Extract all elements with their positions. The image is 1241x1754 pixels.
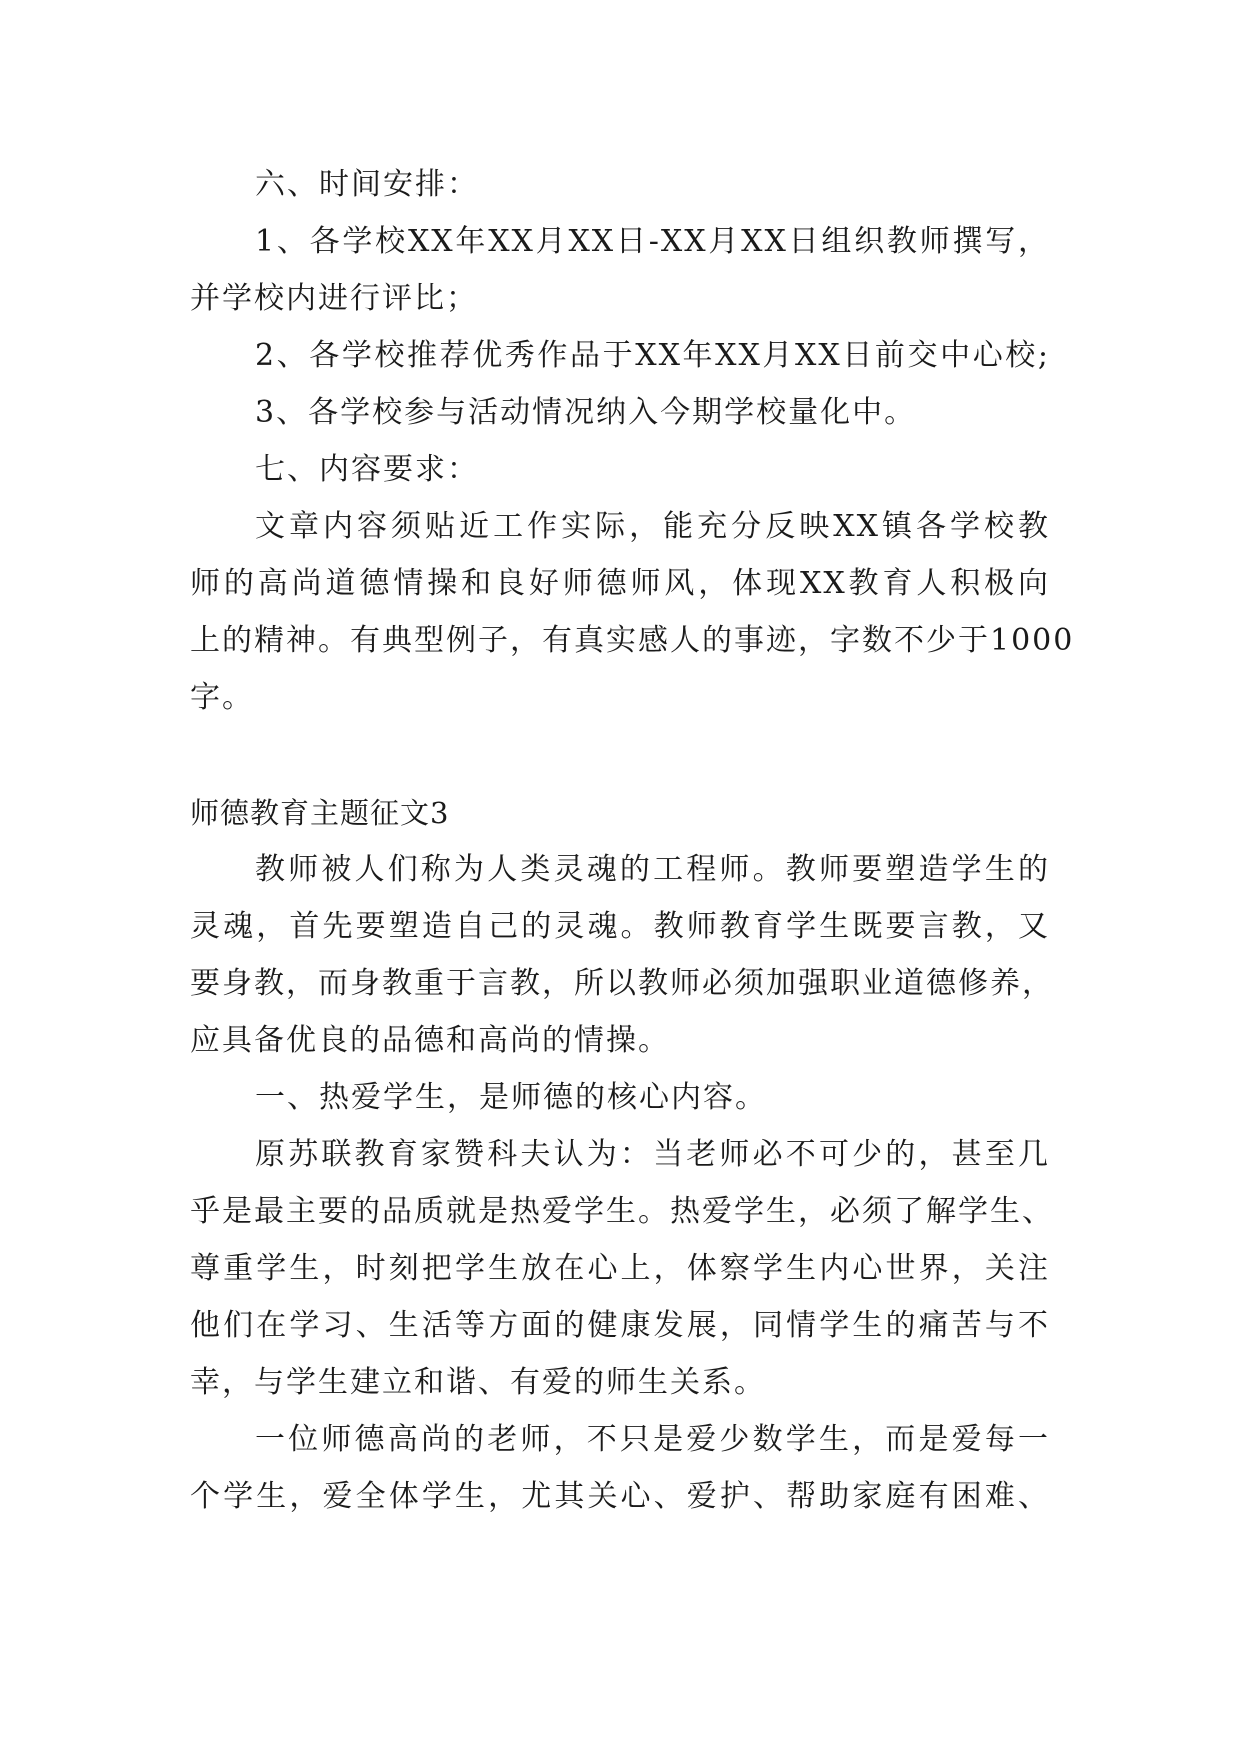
paragraph-line: 幸，与学生建立和谐、有爱的师生关系。 — [190, 1365, 766, 1400]
paragraph-line: 2、各学校推荐优秀作品于XX年XX月XX日前交中心校; — [255, 338, 1050, 373]
essay-title: 师德教育主题征文3 — [190, 796, 450, 830]
paragraph-line: 一位师德高尚的老师，不只是爱少数学生，而是爱每一 — [255, 1422, 1050, 1457]
paragraph-line: 他们在学习、生活等方面的健康发展，同情学生的痛苦与不 — [190, 1308, 1050, 1343]
paragraph-line: 灵魂，首先要塑造自己的灵魂。教师教育学生既要言教，又 — [190, 909, 1050, 944]
paragraph-line: 3、各学校参与活动情况纳入今期学校量化中。 — [255, 395, 917, 430]
paragraph-line: 字。 — [190, 680, 254, 715]
paragraph-line: 教师被人们称为人类灵魂的工程师。教师要塑造学生的 — [255, 852, 1050, 887]
paragraph-line: 1、各学校XX年XX月XX日-XX月XX日组织教师撰写， — [255, 224, 1050, 259]
paragraph-line: 要身教，而身教重于言教，所以教师必须加强职业道德修养， — [190, 966, 1054, 1001]
paragraph-line: 师的高尚道德情操和良好师德师风，体现XX教育人积极向 — [190, 566, 1050, 601]
section-heading-schedule: 六、时间安排： — [255, 167, 479, 202]
paragraph-line: 尊重学生，时刻把学生放在心上，体察学生内心世界，关注 — [190, 1251, 1050, 1286]
paragraph-line: 并学校内进行评比； — [190, 281, 478, 316]
paragraph-line: 乎是最主要的品质就是热爱学生。热爱学生，必须了解学生、 — [190, 1194, 1054, 1229]
paragraph-line: 个学生，爱全体学生，尤其关心、爱护、帮助家庭有困难、 — [190, 1479, 1050, 1514]
section-heading-love-students: 一、热爱学生，是师德的核心内容。 — [255, 1080, 767, 1115]
paragraph-line: 原苏联教育家赞科夫认为：当老师必不可少的，甚至几 — [255, 1137, 1050, 1172]
paragraph-line: 上的精神。有典型例子，有真实感人的事迹，字数不少于1000 — [190, 623, 1075, 658]
paragraph-line: 应具备优良的品德和高尚的情操。 — [190, 1023, 670, 1058]
section-heading-requirements: 七、内容要求： — [255, 452, 479, 487]
paragraph-line: 文章内容须贴近工作实际，能充分反映XX镇各学校教 — [255, 509, 1050, 544]
